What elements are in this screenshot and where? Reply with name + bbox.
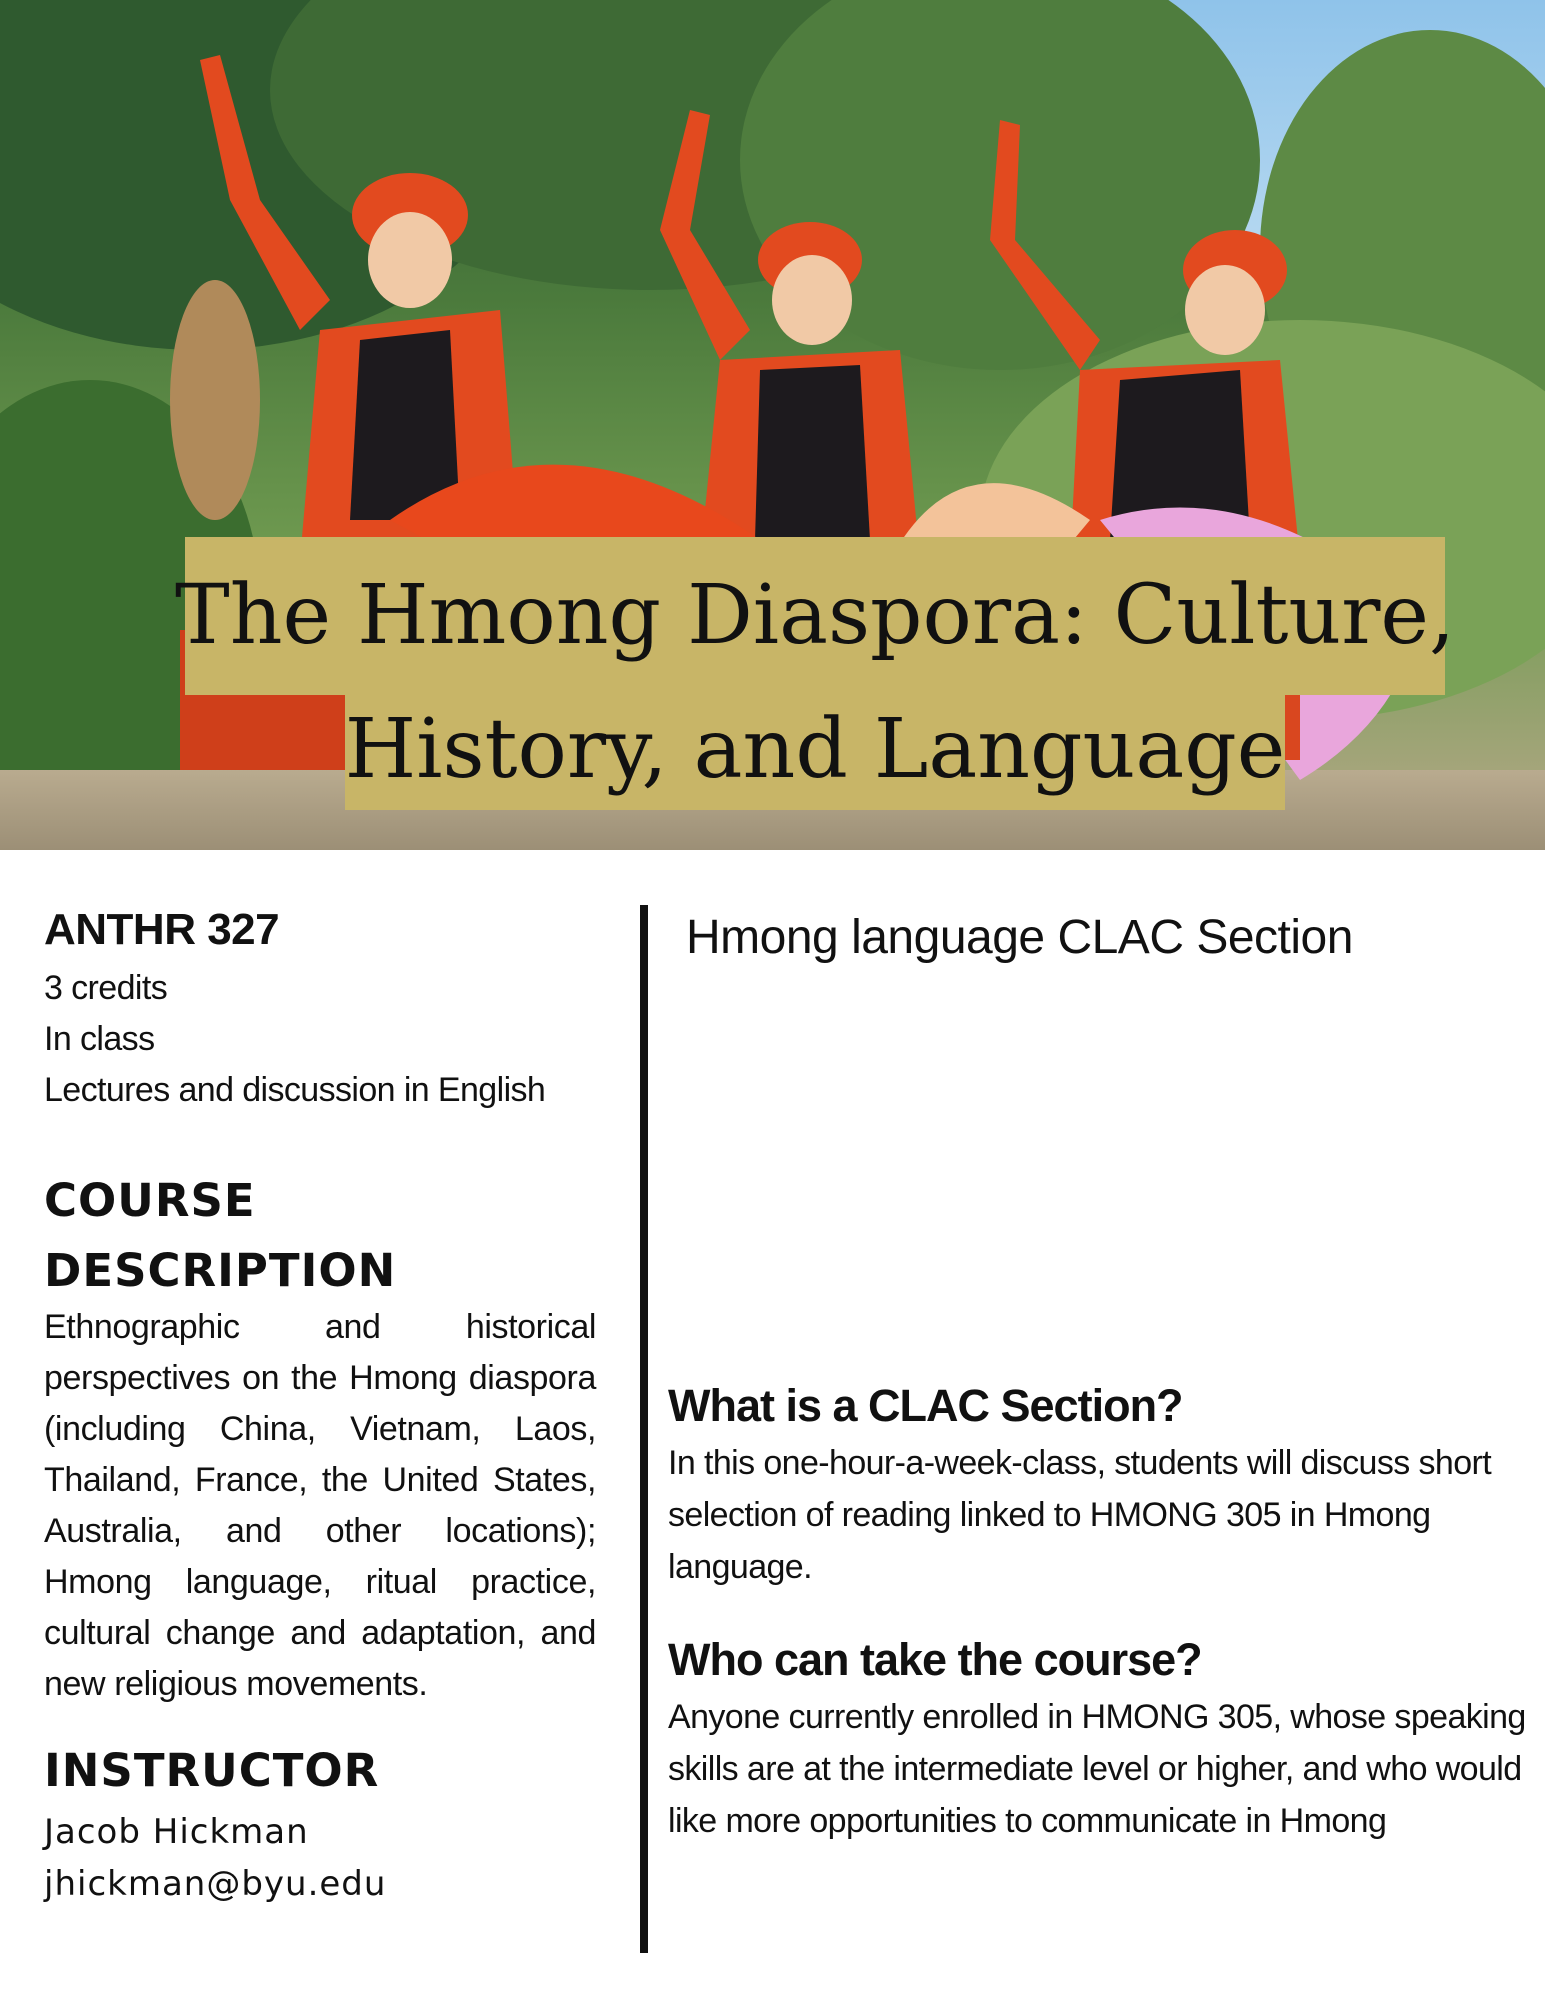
course-info-column <box>44 905 596 1910</box>
description-heading <box>44 1166 596 1306</box>
course-title-line-2: History, and Language <box>345 690 1285 810</box>
what-is-clac-heading: What is a CLAC Section? <box>668 1380 1183 1431</box>
clac-section-label: Hmong language CLAC Section <box>686 911 1353 964</box>
clac-info-column <box>668 1375 1528 1847</box>
who-can-take-text: Anyone currently enrolled in HMONG 305, whose speaking skills are at the intermediate level or higher, and who would like more opportunities to communicate in Hmong <box>668 1698 1526 1840</box>
course-detail-language: Lectures and discussion in English <box>44 1071 546 1109</box>
course-title-line-1: The Hmong Diaspora: Culture, <box>185 537 1445 695</box>
description-heading-line-2: DESCRIPTION <box>44 1244 397 1297</box>
instructor-heading: INSTRUCTOR <box>44 1744 380 1797</box>
description-heading-line-1: COURSE <box>44 1174 256 1227</box>
column-divider <box>640 905 648 1953</box>
who-can-take-heading: Who can take the course? <box>668 1634 1202 1685</box>
instructor-email: jhickman@byu.edu <box>44 1864 387 1904</box>
description-text: Ethnographic and historical perspectives on the Hmong diaspora (including China, Vietnam, Laos, Thailand, France, the United States, Australia, and other locations); Hmong language, ritual practice, cultural change and adaptation, and new religious movements. <box>44 1308 596 1703</box>
instructor-name: Jacob Hickman <box>44 1812 309 1852</box>
course-detail-credits: 3 credits <box>44 969 168 1007</box>
hero-banner <box>0 0 1545 850</box>
what-is-clac-text: In this one-hour-a-week-class, students will discuss short selection of reading linked to HMONG 305 in Hmong language. <box>668 1444 1492 1586</box>
course-code: ANTHR 327 <box>44 905 280 954</box>
course-detail-format: In class <box>44 1020 155 1058</box>
